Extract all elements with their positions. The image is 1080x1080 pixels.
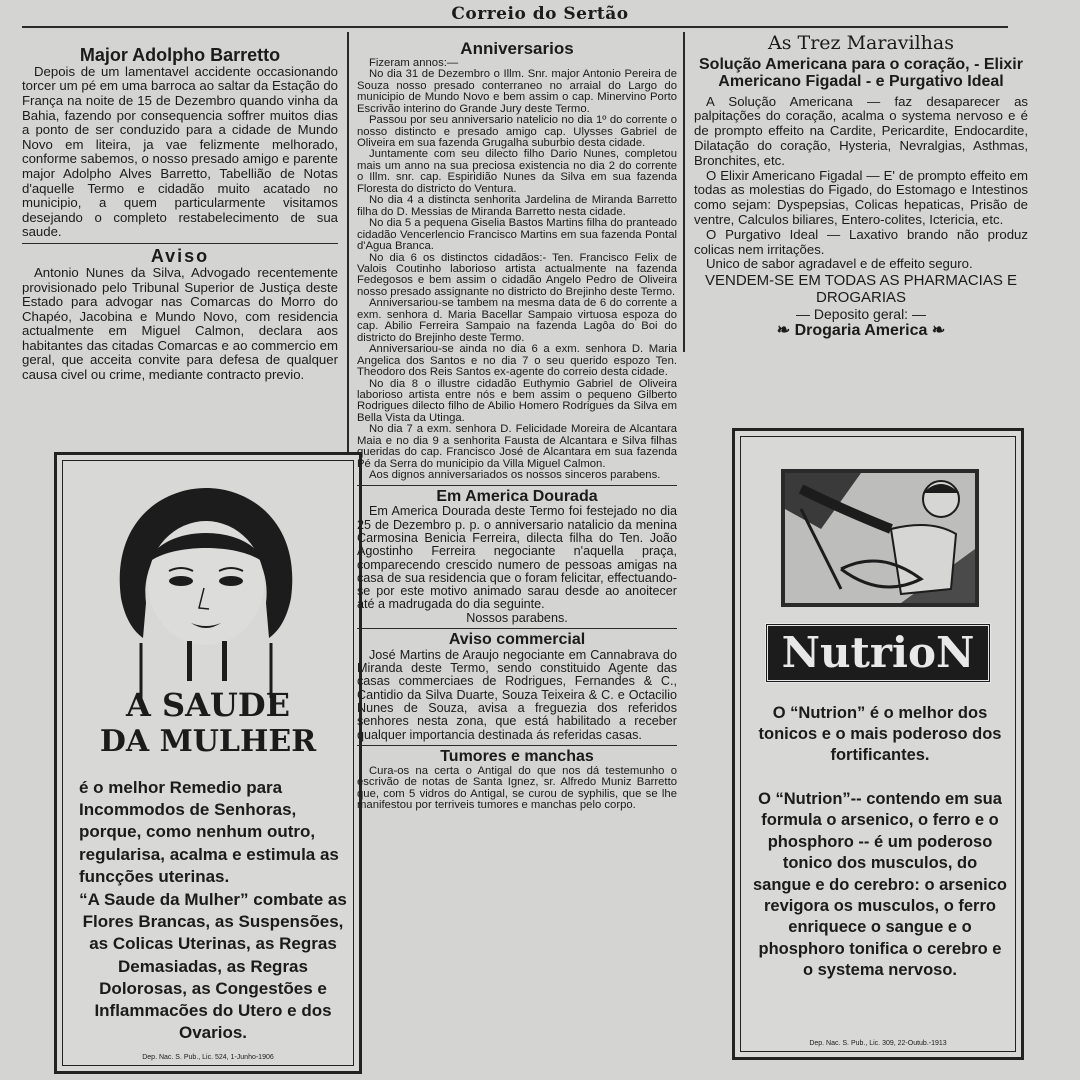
paragraph: Juntamente com seu dilecto filho Dario Nunes, completou mais um anno na sua preciosa existencia no dia 2 do corrente o Illm. snr. cap. Espiridião Nunes da Silva em sua fazenda Floresta do districto do Ventura. [357,148,677,195]
advert-text-1: é o melhor Remedio para Incommodos de Senhoras, porque, como nenhum outro, regularisa, acalma e estimula as funcções uterinas. [79,778,339,886]
article-body-major-barretto: Depois de um lamentavel accidente occasionando torcer um pé em uma barroca ao saltar da Estação do França na noite de 15 de Dezembro quando vinha da Bahia, fazendo por consequencia soffrer muitos dias a ponto de ser conduzido para a cidade de Mundo Novo em liteira, ja vae felizmente melhorado, conforme sabemos, o nosso presado amigo e parente major Adolpho Alves Barretto, Tabellião de Notas d'aquelle Termo e cidadão muito acatado no municipio, a quem particularmente visitamos desejando o completo restabelecimento de sua saude. [22,63,338,240]
article-body-aviso: Antonio Nunes da Silva, Advogado recentemente provisionado pelo Tribunal Superior de Justiça deste Estado para advogar nas Comarcas do Morro do Chapéo, Jacobina e Mundo Novo, com residencia actualmente em Miguel Calmon, declara aos habitantes das citadas Comarcas e ao commercio em geral, que acceita convite para defesa de qualquer causa civel ou crime, mediante contracto previo. [22,264,338,383]
divider [357,628,677,629]
woman-portrait-illustration [101,483,311,703]
article-sign-off: Nossos parabens. [466,610,568,625]
advert-kicker-trez-maravilhas: As Trez Maravilhas [768,34,954,54]
store-name-text: Drogaria America [794,322,928,340]
article-body-america-dourada: Em America Dourada deste Termo foi festejado no dia 25 de Dezembro p. p. o anniversario natalicio da menina Carmosina Benicia Ferreira, dilecta filha do Ten. João Agostinho Ferreira negociante n'aquella praça, comparecendo crescido numero de pessoas amigas na casa de sua residencia que o foram felicitar, effectuando-se por este motivo animado sarau desde ao anoitecer até a madrugada do dia seguinte. [357,504,677,612]
paragraph-solucao: A Solução Americana — faz desaparecer as palpitações do coração, acalma o systema nervoso e é de prompto effeito na Cardite, Pericardite, Endocardite, Dilatação do coração, Hysteria, Nevralgias, Asthmas, Bronchites, etc. [694,93,1028,168]
paragraph-elixir: O Elixir Americano Figadal — E' de prompto effeito em todas as molestias do Figado, do Estomago e Intestinos como sejam: Dyspepsias, Colicas hepaticas, Prisão de ventre, Calculos biliares, Entero-colites, Ictericia, etc. [694,167,1028,227]
divider [357,485,677,486]
paragraph: Anniversariou-se ainda no dia 6 a exm. senhora D. Maria Angelica dos Santos e no dia 7 o seu querido espozo Ten. Theodoro dos Reis Santos ex-agente do correio desta cidade. [357,343,677,379]
article-body-aviso-commercial: José Martins de Araujo negociante em Cannabrava do Miranda deste Termo, sendo constituido Agente das casas commerciaes de Rodrigues, Fernandes & C., Cantidio da Silva Duarte, Souza Teixeira & C. e Octacilio Nunes de Souza, avisa a freguezia dos referidos senhores nesta zona, que está habilitado a receber qualquer importancia destinada ás referidas casas. [357,647,677,742]
advert-title-line-2: DA MULHER [99,724,317,759]
advert-license-footer: Dep. Nac. S. Pub., Lic. 524, 1-Junho-1906 [142,1054,274,1061]
advert-title-line-1: A SAUDE [126,686,290,724]
paragraph: No dia 6 os distinctos cidadãos:- Ten. Francisco Felix de Valois Coutinho laborioso artista actualmente na fazenda Fedegosos e bem assim o cidadão Angelo Pedro de Oliveira nosso presado assignante no districto do Brejinho deste Termo. [357,251,677,298]
paragraph: Passou por seu anniversario natelicio no dia 1º do corrente o nosso distincto e presado amigo cap. Ulysses Gabriel de Oliveira em sua fazenda Grugalha suburbio desta cidade. [357,114,677,150]
advert-nutrion [732,428,1024,1060]
advert-text-2: O “Nutrion”-- contendo em sua formula o arsenico, o ferro e o phosphoro -- é um poderoso tonico dos musculos, do sangue e do cerebro: o arsenico revigora os musculos, o ferro enriquece o sangue e o phosphoro tonifica o cerebro e o systema nervoso. [753,790,1007,980]
column-rule-2 [683,32,685,352]
deposit-label: — Deposito geral: — [796,306,926,323]
paragraph: Aos dignos anniversariados os nossos sinceros parabens. [369,469,661,482]
article-title-aviso: Aviso [150,246,210,267]
article-title-major-barretto: Major Adolpho Barretto [79,46,281,65]
paragraph: No dia 7 a exm. senhora D. Felicidade Moreira de Alcantara Maia e no dia 9 a senhorita Fausta de Alcantara e Silva filhas queridas do cap. Francisco José de Alcantara em sua fazenda Pé da Serra do municipio da Villa Miguel Calmon. [357,423,677,470]
advert-license-footer: Dep. Nac. S. Pub., Lic. 309, 22-Outub.-1913 [809,1040,947,1047]
nutrion-logo: NutrioN [765,623,991,683]
masthead: Correio do Sertão [451,4,629,24]
divider [22,243,338,244]
paragraph: No dia 5 a pequena Giselia Bastos Martins filha do pranteado cidadão Vencerlencio Francisco Martins em sua fazenda Pontal d'Agua Branca. [357,217,677,253]
advert-title-solucao-americana: Solução Americana para o coração, - Elixir Americano Figadal - e Purgativo Ideal [699,55,1023,90]
advert-saude-da-mulher [54,452,362,1074]
sale-notice: VENDEM-SE EM TODAS AS PHARMACIAS E DROGARIAS [704,272,1018,307]
article-title-america-dourada: Em America Dourada [436,487,598,505]
ornament-left-icon: ❧ [776,322,795,340]
paragraph-purgativo: O Purgativo Ideal — Laxativo brando não produz colicas nem irritações. [694,226,1028,257]
advert-text-1: O “Nutrion” é o melhor dos tonicos e o mais poderoso dos fortificantes. [758,704,1002,764]
divider [357,745,677,746]
article-body-tumores: Cura-os na certa o Antigal do que nos dá testemunho o escrivão de notas de Santa Ignez, sr. Alfredo Muniz Barretto que, com 5 vidros do Antigal, se curou de syphilis, que se lhe manifestou por terriveis tumores e manchas pelo corpo. [357,764,677,812]
strongman-illustration [781,469,979,607]
store-name [694,322,1028,340]
paragraph-sabor: Unico de sabor agradavel e de effeito seguro. [706,256,973,272]
paragraph: No dia 31 de Dezembro o Illm. Snr. major Antonio Pereira de Souza nosso presado conterraneo no arraial do Largo do municipio de Mundo Novo e bem assim o cap. Minervino Porto Escrivão interino do Grande Jury deste Termo. [357,68,677,115]
top-rule [22,26,1008,28]
column-1-articles [22,46,338,446]
article-title-tumores: Tumores e manchas [440,747,594,765]
advert-text-2: “A Saude da Mulher” combate as Flores Brancas, as Suspensões, as Colicas Uterinas, as Regras Demasiadas, as Regras Dolorosas, as Congestões e Inflammacões do Utero e dos Ovarios. [79,890,347,1043]
column-2-articles [357,40,677,1075]
article-title-aviso-commercial: Aviso commercial [448,631,586,649]
article-title-anniversarios: Anniversarios [460,40,574,58]
paragraph: Fizeram annos:— [369,56,459,69]
paragraph: No dia 4 a distincta senhorita Jardelina de Miranda Barretto filha do D. Messias de Miranda Barretto nesta cidade. [357,194,677,218]
ornament-right-icon: ❧ [927,322,946,340]
paragraph: Anniversariou-se tambem na mesma data de 6 do corrente a exm. senhora d. Maria Bacellar Sampaio virtuosa espoza do cap. Abilio Ferreira Sampaio na fazenda Lagôa do Boi do districto do Brejinho deste Termo. [357,297,677,344]
paragraph: No dia 8 o illustre cidadão Euthymio Gabriel de Oliveira laborioso artista entre nós e bem assim o pequeno Gilberto Rodrigues dilecto filho de Abilio Homero Rodrigues da Silva em Bella Vista da Utinga. [357,377,677,424]
column-3-articles [694,34,1028,426]
